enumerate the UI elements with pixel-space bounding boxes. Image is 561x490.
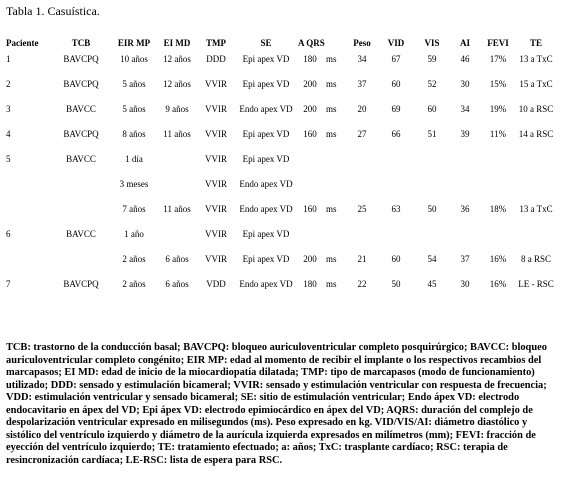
cell-vid: 66 xyxy=(391,129,401,139)
cell-paciente xyxy=(4,254,52,279)
cell-ei-md xyxy=(158,229,196,254)
cell-paciente xyxy=(4,179,52,204)
cell-a-qrs xyxy=(296,179,324,204)
cell-tmp: VVIR xyxy=(205,79,227,89)
header-a-qrs: A QRS xyxy=(298,38,325,48)
table-row xyxy=(4,254,556,279)
cell-ei-md: 6 años xyxy=(165,254,189,264)
cell-vid xyxy=(378,179,414,204)
cell-ai: 34 xyxy=(460,104,470,114)
cell-a-qrs: 180 xyxy=(303,279,317,289)
cell-tcb: BAVCPQ xyxy=(63,54,99,64)
cell-paciente: 1 xyxy=(6,54,11,64)
cell-peso: 25 xyxy=(357,204,367,214)
cell-fevi: 15% xyxy=(489,79,507,89)
header-peso: Peso xyxy=(353,38,371,48)
cell-tcb: BAVCC xyxy=(66,104,96,114)
cell-ai: 30 xyxy=(460,79,470,89)
cell-vid: 69 xyxy=(391,104,401,114)
cell-paciente: 2 xyxy=(6,79,11,89)
header-ei-md: EI MD xyxy=(163,38,191,48)
cell-peso: 34 xyxy=(357,54,367,64)
cell-vis: 60 xyxy=(427,104,437,114)
cell-peso: 21 xyxy=(357,254,367,264)
header-vis: VIS xyxy=(424,38,440,48)
cell-a-qrs: 200 xyxy=(303,79,317,89)
cell-ei-md xyxy=(158,154,196,179)
cell-ei-md: 11 años xyxy=(163,129,191,139)
cell-ei-md: 6 años xyxy=(165,279,189,289)
table-row xyxy=(4,204,556,229)
cell-tmp: VVIR xyxy=(205,154,227,164)
cell-vis xyxy=(414,179,450,204)
cell-a-qrs: 180 xyxy=(303,54,317,64)
header-fevi: FEVI xyxy=(487,38,509,48)
header-eir-mp: EIR MP xyxy=(117,38,151,48)
cell-te: LE - RSC xyxy=(518,279,554,289)
cell-tcb: BAVCPQ xyxy=(63,279,99,289)
cell-peso: 27 xyxy=(357,129,367,139)
cell-eir-mp: 5 años xyxy=(122,79,146,89)
cell-qrs-unit: ms xyxy=(326,279,337,289)
cell-a-qrs: 160 xyxy=(303,204,317,214)
header-paciente: Paciente xyxy=(6,38,39,48)
cell-a-qrs: 200 xyxy=(303,254,317,264)
table-row xyxy=(4,279,556,304)
table-row xyxy=(4,154,556,179)
header-se: SE xyxy=(260,38,272,48)
header-tmp: TMP xyxy=(206,38,226,48)
cell-paciente xyxy=(4,204,52,229)
cell-te xyxy=(516,229,556,254)
cell-vid xyxy=(378,154,414,179)
cell-fevi: 19% xyxy=(489,104,507,114)
header-te: TE xyxy=(529,38,542,48)
cell-peso xyxy=(346,179,378,204)
cell-vis xyxy=(414,154,450,179)
cell-tcb xyxy=(52,254,110,279)
cell-tcb: BAVCPQ xyxy=(63,129,99,139)
cell-vid: 60 xyxy=(391,79,401,89)
cell-paciente: 6 xyxy=(6,229,11,239)
cell-fevi xyxy=(480,154,516,179)
cell-eir-mp: 1 día xyxy=(125,154,143,164)
cell-te: 15 a TxC xyxy=(519,79,553,89)
cell-eir-mp: 2 años xyxy=(122,279,146,289)
cell-a-qrs xyxy=(296,154,324,179)
cell-ei-md: 12 años xyxy=(163,79,191,89)
cell-tmp: DDD xyxy=(206,54,226,64)
header-tcb: TCB xyxy=(71,38,91,48)
cell-ai xyxy=(450,229,480,254)
cell-vid: 60 xyxy=(391,254,401,264)
cell-peso: 20 xyxy=(357,104,367,114)
cell-tmp: VVIR xyxy=(205,254,227,264)
cell-eir-mp: 8 años xyxy=(122,129,146,139)
cell-ai: 30 xyxy=(460,279,470,289)
cell-se: Endo apex VD xyxy=(239,279,293,289)
cell-fevi: 18% xyxy=(489,204,507,214)
cell-vid: 67 xyxy=(391,54,401,64)
cell-tmp: VVIR xyxy=(205,179,227,189)
cell-ei-md xyxy=(158,179,196,204)
cell-fevi: 16% xyxy=(489,279,507,289)
cell-se: Epi apex VD xyxy=(242,79,290,89)
cell-paciente: 4 xyxy=(6,129,11,139)
cell-paciente: 3 xyxy=(6,104,11,114)
abbreviations-legend: TCB: trastorno de la conducción basal; BAVCPQ: bloqueo auriculoventricular completo posquirúrgico; BAVCC: bloqueo auriculoventricular completo congénito; EIR MP: edad al momento de recibir el implante o los respectivos recambios del marcapasos; EI MD: edad de inicio de la miocardiopatía dilatada; TMP: tipo de marcapasos (modo de funcionamiento) utilizado; DDD: sensado y estimulación bicameral; VVIR: sensado y estimulación ventricular con respuesta de frecuencia; VDD: estimulación ventricular y sensado bicameral; SE: sitio de estimulación ventricular; Endo ápex VD: electrodo endocavitario en ápex del VD; Epi ápex VD: electrodo epimiocárdico en ápex del VD; AQRS: duración del complejo de despolarización ventricular expresado en milisegundos (ms). Peso expresado en kg. VID/VIS/AI: diámetro diastólico y sistólico del ventrículo izquierdo y diámetro de la aurícula izquierda expresados en milímetros (mm); FEVI: fracción de eyección del ventrículo izquierdo; TE: tratamiento efectuado; a: años; TxC: trasplante cardíaco; RSC: terapia de resincronización cardíaca; LE-RSC: lista de espera para RSC. xyxy=(6,342,547,466)
cell-qrs-unit: ms xyxy=(326,79,337,89)
cell-fevi: 11% xyxy=(489,129,507,139)
cell-te: 14 a RSC xyxy=(518,129,554,139)
cell-peso xyxy=(346,154,378,179)
cell-tmp: VDD xyxy=(206,279,226,289)
table-header-row xyxy=(4,38,556,54)
cell-vis: 52 xyxy=(427,79,437,89)
cell-se: Endo apex VD xyxy=(239,204,293,214)
cell-a-qrs: 160 xyxy=(303,129,317,139)
header-qrs-unit xyxy=(324,38,346,54)
cell-a-qrs: 200 xyxy=(303,104,317,114)
cell-eir-mp: 5 años xyxy=(122,104,146,114)
cell-peso xyxy=(346,229,378,254)
cell-tmp: VVIR xyxy=(205,104,227,114)
cell-te: 10 a RSC xyxy=(518,104,554,114)
table-row xyxy=(4,79,556,104)
table-body xyxy=(4,54,556,304)
cell-tcb: BAVCPQ xyxy=(63,79,99,89)
cell-vis xyxy=(414,229,450,254)
cell-vis: 59 xyxy=(427,54,437,64)
table-row xyxy=(4,229,556,254)
cell-paciente: 7 xyxy=(6,279,11,289)
cell-tcb xyxy=(52,179,110,204)
cell-ei-md: 12 años xyxy=(163,54,191,64)
table-row xyxy=(4,54,556,79)
header-ai: AI xyxy=(459,38,470,48)
cell-se: Epi apex VD xyxy=(242,154,290,164)
cell-ai: 39 xyxy=(460,129,470,139)
cell-eir-mp: 7 años xyxy=(122,204,146,214)
cell-ai: 36 xyxy=(460,204,470,214)
cell-vis: 54 xyxy=(427,254,437,264)
cell-fevi: 16% xyxy=(489,254,507,264)
cell-se: Epi apex VD xyxy=(242,229,290,239)
cell-se: Epi apex VD xyxy=(242,254,290,264)
cell-qrs-unit: ms xyxy=(326,204,337,214)
cell-qrs-unit xyxy=(324,229,346,254)
cell-peso: 22 xyxy=(357,279,367,289)
cell-vis: 50 xyxy=(427,204,437,214)
cell-eir-mp: 3 meses xyxy=(119,179,149,189)
cell-te: 13 a TxC xyxy=(519,54,553,64)
cell-tcb: BAVCC xyxy=(66,229,96,239)
cell-qrs-unit: ms xyxy=(326,129,337,139)
cell-eir-mp: 2 años xyxy=(122,254,146,264)
cell-fevi: 17% xyxy=(489,54,507,64)
cell-tmp: VVIR xyxy=(205,129,227,139)
cell-paciente: 5 xyxy=(6,154,11,164)
cell-eir-mp: 10 años xyxy=(120,54,148,64)
cell-vid: 63 xyxy=(391,204,401,214)
cell-peso: 37 xyxy=(357,79,367,89)
cell-vid xyxy=(378,229,414,254)
cell-qrs-unit xyxy=(324,154,346,179)
cell-se: Epi apex VD xyxy=(242,54,290,64)
cell-ai xyxy=(450,179,480,204)
table-caption: Tabla 1. Casuística. xyxy=(6,4,100,18)
cell-qrs-unit: ms xyxy=(326,104,337,114)
cell-tmp: VVIR xyxy=(205,204,227,214)
cell-qrs-unit: ms xyxy=(326,54,337,64)
cell-vis: 51 xyxy=(427,129,437,139)
cell-se: Endo apex VD xyxy=(239,179,293,189)
cell-te xyxy=(516,154,556,179)
cell-tcb xyxy=(52,204,110,229)
cell-vid: 50 xyxy=(391,279,401,289)
cell-se: Epi apex VD xyxy=(242,129,290,139)
cell-vis: 45 xyxy=(427,279,437,289)
table-row xyxy=(4,104,556,129)
table-row xyxy=(4,179,556,204)
cell-te: 13 a TxC xyxy=(519,204,553,214)
cell-fevi xyxy=(480,179,516,204)
cell-ai: 46 xyxy=(460,54,470,64)
cell-te: 8 a RSC xyxy=(520,254,551,264)
cell-ei-md: 9 años xyxy=(165,104,189,114)
cell-te xyxy=(516,179,556,204)
cell-qrs-unit: ms xyxy=(326,254,337,264)
cell-se: Endo apex VD xyxy=(239,104,293,114)
cell-ei-md: 11 años xyxy=(163,204,191,214)
header-vid: VID xyxy=(387,38,405,48)
cell-tmp: VVIR xyxy=(205,229,227,239)
cell-tcb: BAVCC xyxy=(66,154,96,164)
table-row xyxy=(4,129,556,154)
cell-ai: 37 xyxy=(460,254,470,264)
cell-fevi xyxy=(480,229,516,254)
cell-eir-mp: 1 año xyxy=(124,229,144,239)
cell-ai xyxy=(450,154,480,179)
cell-a-qrs xyxy=(296,229,324,254)
cell-qrs-unit xyxy=(324,179,346,204)
casuistry-table xyxy=(4,38,556,304)
